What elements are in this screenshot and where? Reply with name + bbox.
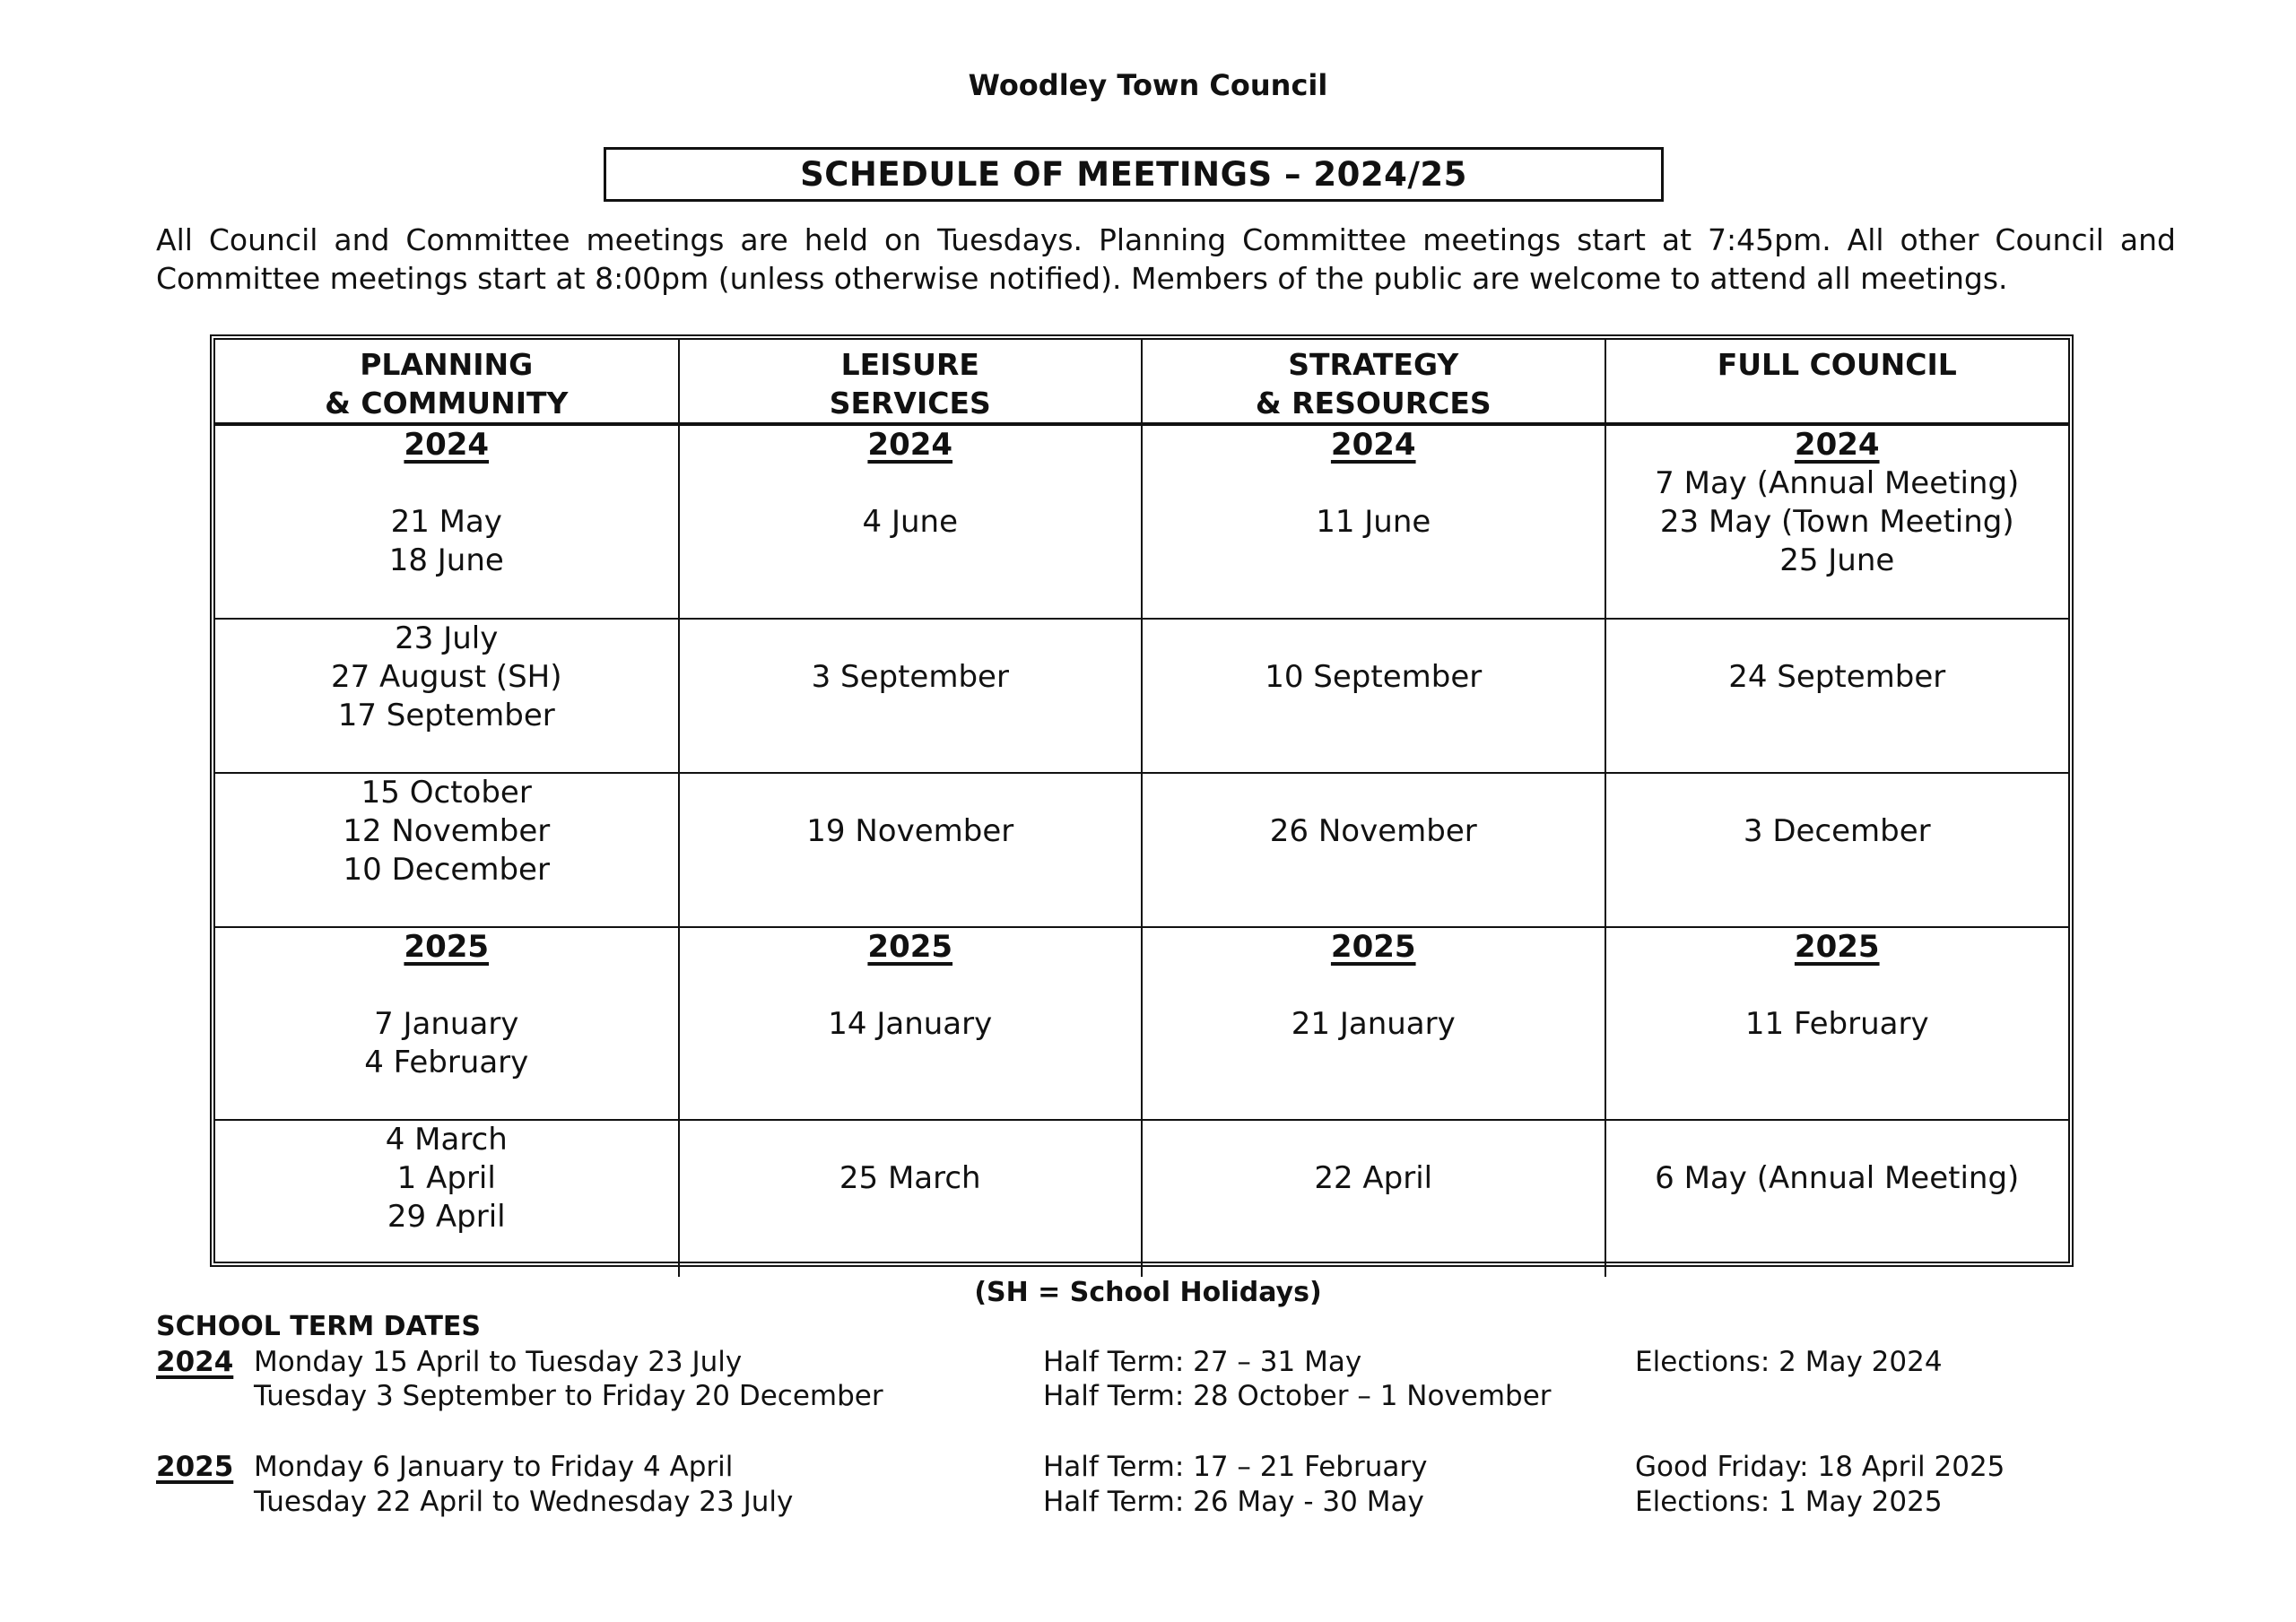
column-header-full-council: [1605, 340, 2069, 424]
cell-planning: [215, 619, 679, 773]
other-date: Elections: 2 May 2024: [1635, 1346, 1943, 1378]
column-header-line: FULL COUNCIL: [1717, 347, 1957, 382]
cell-full-council: [1605, 424, 2069, 619]
cell-full-council: [1605, 619, 2069, 773]
cell-leisure: [679, 773, 1143, 927]
half-term-dates: Half Term: 27 – 31 May: [1043, 1346, 1362, 1378]
meeting-date: 4 March: [385, 1122, 508, 1158]
half-term-dates: Half Term: 17 – 21 February: [1043, 1451, 1428, 1483]
meeting-date: 12 November: [343, 813, 551, 849]
column-header-planning: [215, 340, 679, 424]
schedule-title-box: [604, 147, 1664, 202]
meeting-date: 25 June: [1779, 542, 1895, 578]
meeting-date: 17 September: [337, 698, 555, 733]
cell-planning: [215, 424, 679, 619]
term-dates: Monday 6 January to Friday 4 April: [254, 1451, 734, 1483]
meeting-date: 26 November: [1269, 813, 1477, 849]
year-label: 2024: [404, 427, 490, 463]
column-header-line: & RESOURCES: [1255, 386, 1492, 421]
meeting-date: 6 May (Annual Meeting): [1655, 1160, 2020, 1196]
cell-planning: [215, 927, 679, 1120]
cell-full-council: [1605, 927, 2069, 1120]
term-dates: Monday 15 April to Tuesday 23 July: [254, 1346, 743, 1378]
meeting-date: 1 April: [396, 1160, 496, 1196]
intro-line-1: All Council and Committee meetings are held on Tuesdays. Planning Committee meetings start at 7:45pm. All other Council and: [156, 222, 2176, 257]
column-header-strategy: [1142, 340, 1605, 424]
table-row: [215, 1120, 2068, 1277]
meeting-date: 11 June: [1316, 504, 1431, 540]
intro-line-2: Committee meetings start at 8:00pm (unless otherwise notified). Members of the public are welcome to attend all meetings.: [156, 261, 2008, 296]
half-term-dates: Half Term: 26 May - 30 May: [1043, 1486, 1424, 1518]
meeting-date: 14 January: [828, 1006, 993, 1042]
meetings-grid: [215, 340, 2068, 1277]
cell-strategy: [1142, 773, 1605, 927]
meeting-date: 21 May: [390, 504, 502, 540]
meeting-date: 15 October: [361, 775, 532, 811]
meeting-date: 10 December: [343, 852, 550, 888]
column-header-line: & COMMUNITY: [325, 386, 569, 421]
meeting-date: 18 June: [388, 542, 504, 578]
meeting-date: 23 July: [395, 620, 499, 656]
cell-strategy: [1142, 927, 1605, 1120]
table-row: [215, 927, 2068, 1120]
column-header-line: STRATEGY: [1288, 347, 1459, 382]
intro-paragraph: [156, 221, 2176, 298]
column-header-line: LEISURE: [840, 347, 979, 382]
meeting-date: 29 April: [387, 1199, 506, 1235]
table-header-row: [215, 340, 2068, 424]
table-row: [215, 619, 2068, 773]
term-year-label: 2024: [156, 1346, 234, 1378]
term-year-label: 2025: [156, 1451, 234, 1483]
other-date: Elections: 1 May 2025: [1635, 1486, 1943, 1518]
year-label: 2025: [1794, 929, 1880, 965]
schedule-title: SCHEDULE OF MEETINGS – 2024/25: [800, 155, 1467, 194]
meeting-date: 3 December: [1743, 813, 1931, 849]
year-label: 2025: [1330, 929, 1416, 965]
year-label: 2025: [404, 929, 490, 965]
year-label: 2024: [1330, 427, 1416, 463]
column-header-leisure: [679, 340, 1143, 424]
meeting-date: 25 March: [839, 1160, 981, 1196]
meeting-date: 3 September: [811, 659, 1009, 695]
meeting-date: 11 February: [1744, 1006, 1929, 1042]
meeting-date: 19 November: [806, 813, 1014, 849]
meeting-date: 27 August (SH): [330, 659, 562, 695]
school-term-dates-heading: SCHOOL TERM DATES: [156, 1311, 482, 1342]
half-term-dates: Half Term: 28 October – 1 November: [1043, 1380, 1552, 1412]
term-dates: Tuesday 22 April to Wednesday 23 July: [254, 1486, 794, 1518]
meeting-date: 4 February: [364, 1045, 529, 1080]
meeting-date: 4 June: [862, 504, 958, 540]
meeting-date: 24 September: [1728, 659, 1946, 695]
cell-full-council: [1605, 773, 2069, 927]
column-header-line: PLANNING: [360, 347, 534, 382]
table-row: [215, 773, 2068, 927]
organisation-name: Woodley Town Council: [968, 68, 1328, 102]
cell-leisure: [679, 619, 1143, 773]
meeting-date: 10 September: [1265, 659, 1483, 695]
cell-full-council: [1605, 1120, 2069, 1277]
cell-planning: [215, 1120, 679, 1277]
column-header-line: SERVICES: [829, 386, 991, 421]
year-label: 2025: [867, 929, 953, 965]
other-date: Good Friday: 18 April 2025: [1635, 1451, 2005, 1483]
meetings-table: [210, 334, 2074, 1267]
term-dates: Tuesday 3 September to Friday 20 December: [254, 1380, 883, 1412]
year-label: 2024: [1794, 427, 1880, 463]
cell-leisure: [679, 424, 1143, 619]
school-holidays-footnote: (SH = School Holidays): [974, 1277, 1322, 1308]
meeting-date: 21 January: [1291, 1006, 1456, 1042]
meeting-date: 7 May (Annual Meeting): [1655, 465, 2020, 501]
table-row: [215, 424, 2068, 619]
cell-leisure: [679, 1120, 1143, 1277]
cell-strategy: [1142, 1120, 1605, 1277]
cell-strategy: [1142, 619, 1605, 773]
meeting-date: 22 April: [1314, 1160, 1433, 1196]
meeting-date: 23 May (Town Meeting): [1659, 504, 2014, 540]
cell-planning: [215, 773, 679, 927]
meeting-date: 7 January: [374, 1006, 519, 1042]
year-label: 2024: [867, 427, 953, 463]
cell-leisure: [679, 927, 1143, 1120]
cell-strategy: [1142, 424, 1605, 619]
